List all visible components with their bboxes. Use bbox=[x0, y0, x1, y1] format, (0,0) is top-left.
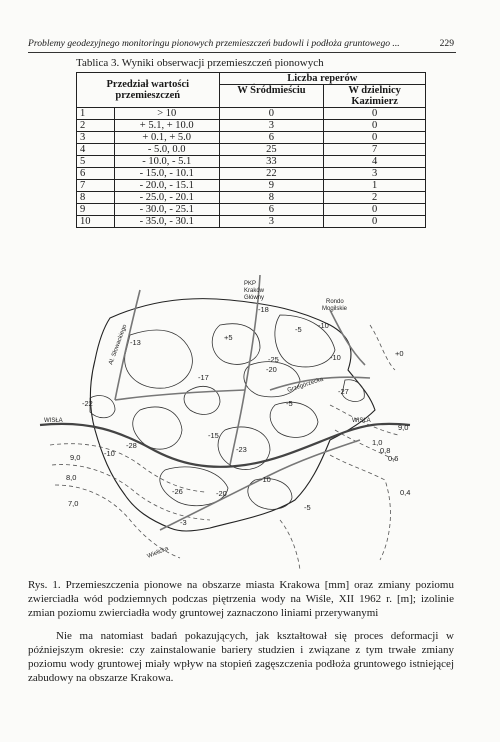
srodmiescie-count: 3 bbox=[219, 120, 324, 132]
srodmiescie-count: 6 bbox=[219, 204, 324, 216]
value-label: -28 bbox=[126, 441, 137, 450]
value-label: 0,6 bbox=[388, 454, 399, 463]
row-number: 4 bbox=[77, 144, 115, 156]
value-label: -5 bbox=[295, 325, 302, 334]
label-slowackiego: Al. Słowackiego bbox=[108, 323, 129, 366]
value-label: -5 bbox=[286, 399, 293, 408]
row-number: 3 bbox=[77, 132, 115, 144]
table-row bbox=[77, 108, 426, 120]
table-row bbox=[77, 216, 426, 228]
value-label: +0 bbox=[395, 349, 404, 358]
value-label: 9,0 bbox=[70, 453, 81, 462]
body-paragraph: Nie ma natomiast badań pokazujących, jak kształtował się proces deformacji w późniejszym okresie: czy zainstalowanie bariery studzien i związane z tym trwałe zmiany poziomu wody gruntowej miały wpływ na stopień zagęszczenia podłoża gruntowego istniejącej zabudowy na obszarze Krakowa. bbox=[28, 630, 454, 684]
label-pkp: PKP bbox=[244, 281, 257, 287]
value-label: -20 bbox=[216, 489, 227, 498]
label-wielicka: Wielicka bbox=[146, 545, 170, 560]
value-label: -22 bbox=[82, 399, 93, 408]
value-label: -5 bbox=[304, 503, 311, 512]
figure-caption: Rys. 1. Przemieszczenia pionowe na obszarze miasta Krakowa [mm] oraz zmiany poziomu zwierciadła wód podziemnych podczas piętrzenia wody na Wiśle, XII 1962 r. [m]; izolinie zmian poziomu zwierciadła wody gruntowej zaznaczono liniami przerywanymi bbox=[28, 579, 454, 619]
kazimierz-count: 7 bbox=[324, 144, 426, 156]
value-label: -10 bbox=[318, 321, 329, 330]
value-label: 0,8 bbox=[380, 446, 391, 455]
kazimierz-count: 0 bbox=[324, 216, 426, 228]
table-row bbox=[77, 204, 426, 216]
value-label: -20 bbox=[266, 365, 277, 374]
value-label: 9,0 bbox=[398, 423, 409, 432]
value-label: -25 bbox=[268, 355, 279, 364]
srodmiescie-count: 3 bbox=[219, 216, 324, 228]
srodmiescie-count: 33 bbox=[219, 156, 324, 168]
range-cell: - 35.0, - 30.1 bbox=[114, 216, 219, 228]
row-number: 6 bbox=[77, 168, 115, 180]
kazimierz-count: 3 bbox=[324, 168, 426, 180]
value-label: 8,0 bbox=[66, 473, 77, 482]
value-label: -23 bbox=[236, 445, 247, 454]
row-number: 1 bbox=[77, 108, 115, 120]
table-body bbox=[77, 108, 426, 228]
table-row bbox=[77, 144, 426, 156]
value-label: -27 bbox=[338, 387, 349, 396]
value-label: -10 bbox=[330, 353, 341, 362]
label-wisla-left: WISŁA bbox=[44, 418, 63, 424]
srodmiescie-count: 25 bbox=[219, 144, 324, 156]
city-boundary bbox=[90, 299, 375, 531]
header-count-group: Liczba reperów bbox=[219, 73, 425, 85]
page-number: 229 bbox=[439, 38, 454, 49]
kazimierz-count: 0 bbox=[324, 120, 426, 132]
range-cell: - 5.0, 0.0 bbox=[114, 144, 219, 156]
range-cell: > 10 bbox=[114, 108, 219, 120]
row-number: 9 bbox=[77, 204, 115, 216]
observation-table bbox=[76, 72, 426, 228]
table-row bbox=[77, 120, 426, 132]
value-label: -10 bbox=[104, 449, 115, 458]
range-cell: - 25.0, - 20.1 bbox=[114, 192, 219, 204]
value-label: -15 bbox=[208, 431, 219, 440]
streets bbox=[115, 275, 370, 530]
header-range: Przedział wartości przemieszczeń bbox=[77, 73, 220, 108]
running-title: Problemy geodezyjnego monitoringu pionowych przemieszczeń budowli i podłoża gruntowego ... bbox=[28, 38, 400, 49]
srodmiescie-count: 9 bbox=[219, 180, 324, 192]
table-row bbox=[77, 180, 426, 192]
label-pkp-krakow: Kraków bbox=[244, 288, 265, 294]
label-wisla-right: WISŁA bbox=[352, 418, 371, 424]
range-cell: - 20.0, - 15.1 bbox=[114, 180, 219, 192]
row-number: 5 bbox=[77, 156, 115, 168]
value-label: 0,4 bbox=[400, 488, 411, 497]
srodmiescie-count: 22 bbox=[219, 168, 324, 180]
value-label: -18 bbox=[258, 305, 269, 314]
header-rule bbox=[28, 52, 456, 53]
range-cell: - 10.0, - 5.1 bbox=[114, 156, 219, 168]
value-label: 7,0 bbox=[68, 499, 79, 508]
label-rondo-mogilskie: Mogilskie bbox=[322, 306, 348, 312]
value-label: -13 bbox=[130, 338, 141, 347]
kazimierz-count: 0 bbox=[324, 132, 426, 144]
kazimierz-count: 0 bbox=[324, 108, 426, 120]
header-kazimierz: W dzielnicy Kazimierz bbox=[324, 85, 426, 108]
row-number: 2 bbox=[77, 120, 115, 132]
srodmiescie-count: 6 bbox=[219, 132, 324, 144]
running-header bbox=[28, 38, 454, 49]
srodmiescie-count: 0 bbox=[219, 108, 324, 120]
row-number: 7 bbox=[77, 180, 115, 192]
table-row bbox=[77, 132, 426, 144]
value-label: -26 bbox=[172, 487, 183, 496]
row-number: 10 bbox=[77, 216, 115, 228]
range-cell: + 0.1, + 5.0 bbox=[114, 132, 219, 144]
label-rondo: Rondo bbox=[326, 299, 344, 305]
table-row bbox=[77, 192, 426, 204]
value-label: 1,0 bbox=[372, 438, 383, 447]
range-cell: - 15.0, - 10.1 bbox=[114, 168, 219, 180]
srodmiescie-count: 8 bbox=[219, 192, 324, 204]
table-caption: Tablica 3. Wyniki obserwacji przemieszczeń pionowych bbox=[76, 57, 324, 69]
row-number: 8 bbox=[77, 192, 115, 204]
value-label: -3 bbox=[180, 518, 187, 527]
value-label: -17 bbox=[198, 373, 209, 382]
header-srodmiescie: W Śródmieściu bbox=[219, 85, 324, 108]
label-grzegorzecka: Grzegórzecka bbox=[286, 376, 325, 394]
range-cell: - 30.0, - 25.1 bbox=[114, 204, 219, 216]
kazimierz-count: 0 bbox=[324, 204, 426, 216]
range-cell: + 5.1, + 10.0 bbox=[114, 120, 219, 132]
displacement-map bbox=[30, 270, 430, 570]
label-pkp-glowny: Główny bbox=[244, 295, 265, 301]
kazimierz-count: 2 bbox=[324, 192, 426, 204]
kazimierz-count: 1 bbox=[324, 180, 426, 192]
kazimierz-count: 4 bbox=[324, 156, 426, 168]
table-row bbox=[77, 156, 426, 168]
table-row bbox=[77, 168, 426, 180]
value-label: -10 bbox=[260, 475, 271, 484]
value-label: +5 bbox=[224, 333, 233, 342]
